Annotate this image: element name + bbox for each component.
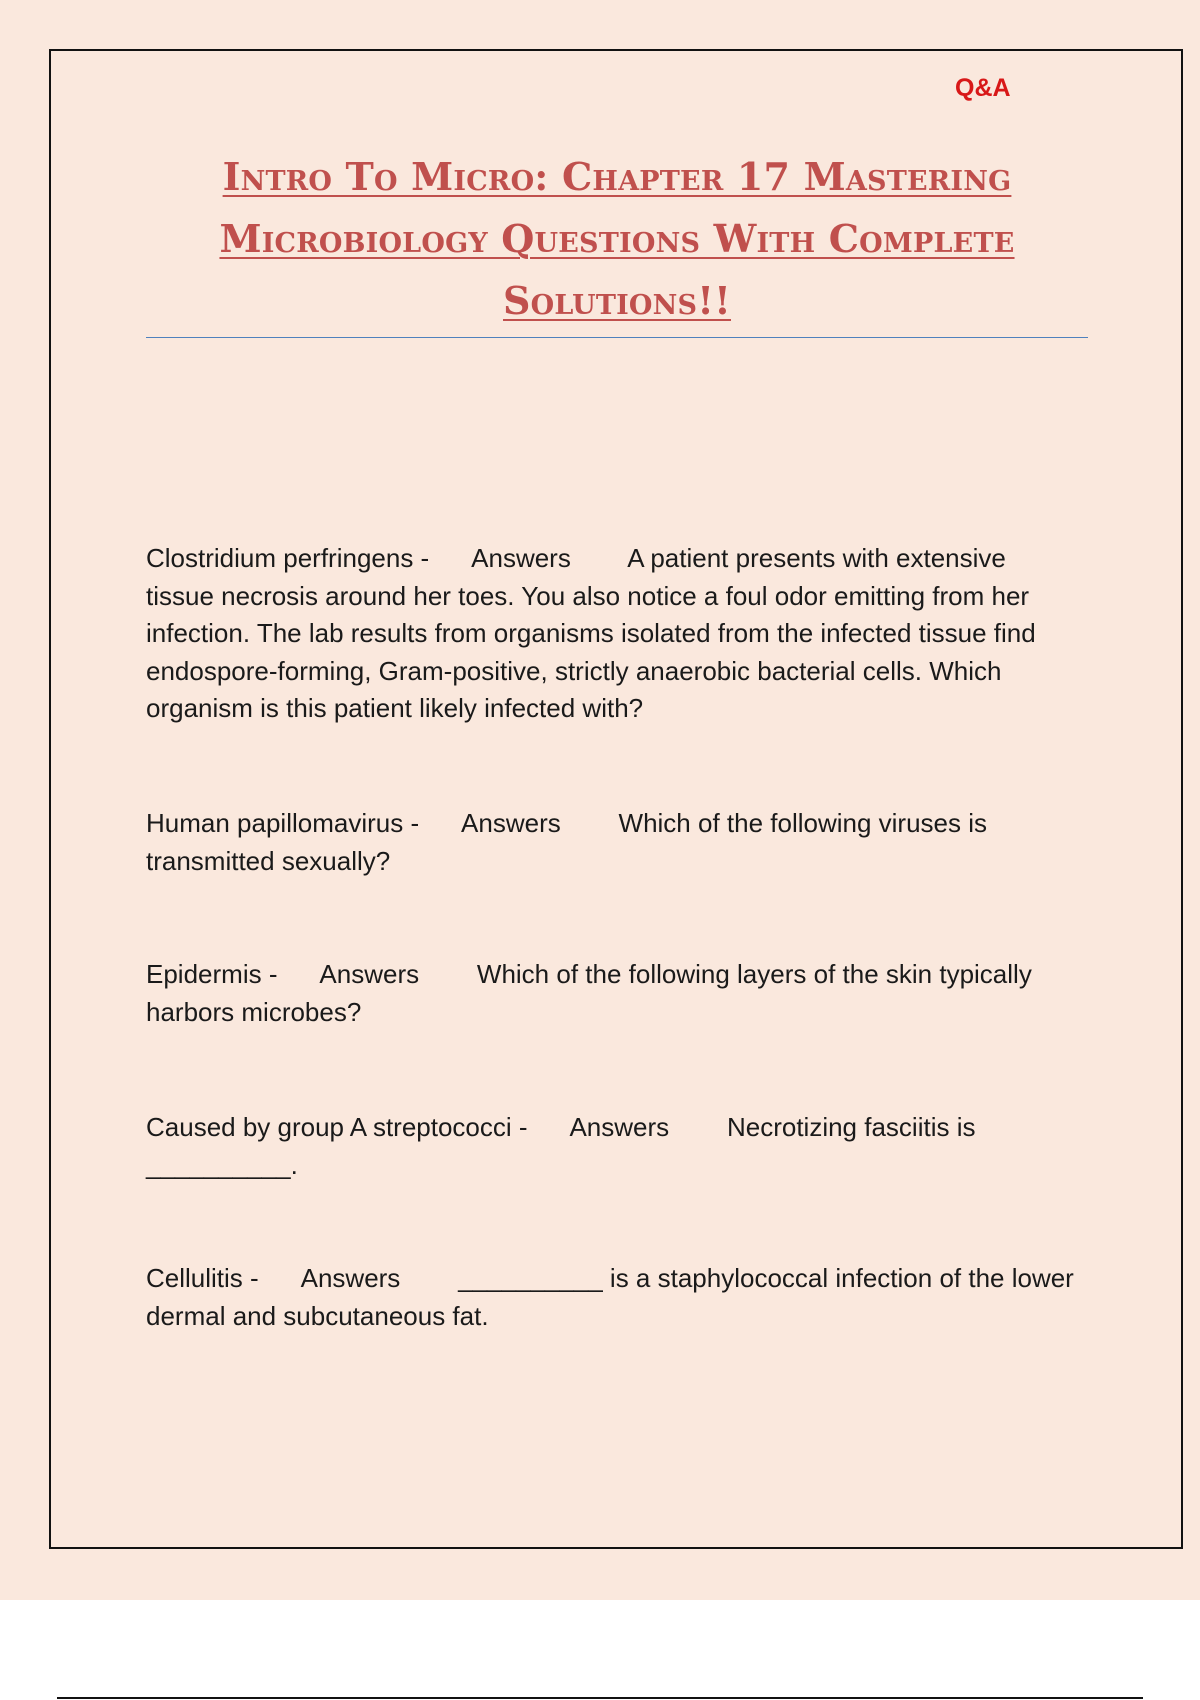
answers-label: Answers: [319, 959, 420, 989]
question-text: Which of the following layers of the skin typically harbors microbes?: [146, 959, 1032, 1027]
answers-label: Answers: [461, 808, 561, 838]
question-text: __________ is a staphylococcal infection of the lower dermal and subcutaneous fat.: [146, 1263, 1074, 1331]
question-text: Which of the following viruses is transmitted sexually?: [146, 808, 988, 876]
answer-text: Clostridium perfringens -: [146, 543, 430, 573]
question-text: Necrotizing fasciitis is __________.: [146, 1112, 976, 1180]
qa-item: [146, 1260, 1076, 1335]
question-text: A patient presents with extensive tissue necrosis around her toes. You also notice a foul odor emitting from her infection. The lab results from organisms isolated from the infected tissue find endospore-forming, Gram-positive, strictly anaerobic bacterial cells. Which organism is this patient likely infected with?: [146, 543, 1036, 723]
title-divider: [146, 337, 1088, 338]
answers-label: Answers: [471, 543, 571, 573]
next-page-rule: [57, 1697, 1143, 1699]
qa-item: [146, 540, 1076, 728]
document-title: Intro To Micro: Chapter 17 Mastering Microbiology Questions With Complete Solutions!!: [219, 154, 1015, 323]
qa-item: [146, 956, 1076, 1031]
answer-text: Human papillomavirus -: [146, 808, 420, 838]
answer-text: Epidermis -: [146, 959, 278, 989]
answer-text: Caused by group A streptococci -: [146, 1112, 528, 1142]
qa-item: [146, 1109, 1076, 1184]
qa-item: [146, 805, 1076, 880]
answers-label: Answers: [569, 1112, 670, 1142]
answers-label: Answers: [300, 1263, 401, 1293]
qa-label: Q&A: [955, 74, 1011, 102]
answer-text: Cellulitis -: [146, 1263, 259, 1293]
